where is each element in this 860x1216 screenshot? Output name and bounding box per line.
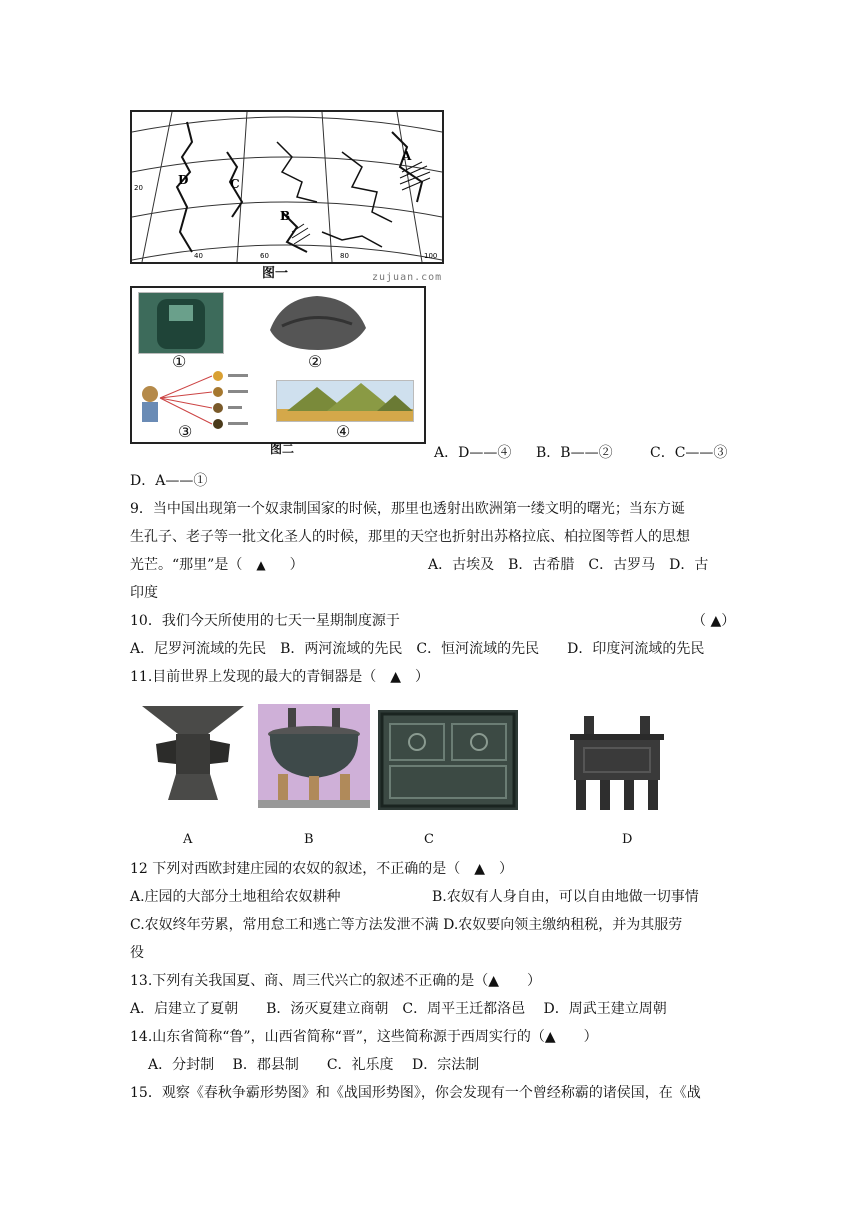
bronze-zun-image [138,700,248,806]
figure1-caption: 图一 [262,266,289,281]
figure2-caption: 图二 [270,442,295,456]
q10-stem: 10．我们今天所使用的七天一星期制度源于 [130,613,400,629]
map-label-d: D [178,173,189,187]
bronze-tripod-image [258,704,370,808]
q9-line-1: 9．当中国出现第一个奴隶制国家的时候，那里也透射出欧洲第一缕文明的曙光；当东方诞 [130,501,685,517]
bronze-relief-image [378,710,518,810]
bronze-square-ding-image [562,714,672,812]
q14-options: A．分封制 B．郡县制 C．礼乐度 D．宗法制 [148,1057,480,1073]
bronze-label-d: D [622,832,633,847]
grid-number: 20 [134,184,143,192]
grid-number: 40 [194,252,203,260]
q14-stem: 14.山东省简称“鲁”，山西省简称“晋”，这些简称源于西周实行的（▲ ） [130,1029,598,1045]
figure2-panel [130,286,426,444]
item-number-4: ④ [336,422,351,441]
world-map-illustration [132,112,442,262]
pyramids-image [276,380,414,422]
item-number-1: ① [172,352,187,371]
map-label-b: B [280,209,291,223]
q13-options: A．启建立了夏朝 B．汤灭夏建立商朝 C．周平王迁都洛邑 D．周武王建立周朝 [130,1001,667,1017]
map-label-c: C [230,177,240,191]
q8-option-b: B．B——② [536,445,613,461]
q9-line-4: 印度 [130,585,158,601]
q9-stem-end: 光芒。“那里”是（ [130,557,243,573]
caste-diagram-image [134,368,252,434]
q12-option-a: A.庄园的大部分土地租给农奴耕种 [130,889,341,905]
q9-options: A．古埃及 B．古希腊 C．古罗马 D．古 [428,557,709,573]
q8-option-c: C．C——③ [650,445,728,461]
q10-bracket: （ ▲） [692,613,736,629]
grid-number: 100 [424,252,438,260]
q12-option-b: B.农奴有人身自由，可以自由地做一切事情 [432,889,699,905]
q12-stem: 12 下列对西欧封建庄园的农奴的叙述，不正确的是（ ▲ ） [130,861,514,877]
q9-line-3 [130,556,304,574]
clay-tablet-image [262,290,370,354]
bronze-label-a: A [183,832,193,847]
item-number-2: ② [308,352,323,371]
q9-bracket-close: ） [289,557,304,573]
q10-options: A．尼罗河流域的先民 B．两河流域的先民 C．恒河流域的先民 D．印度河流域的先民 [130,641,705,657]
item-number-3: ③ [178,422,193,441]
map-label-a: A [402,149,412,163]
q9-line-2: 生孔子、老子等一批文化圣人的时候，那里的天空也折射出苏格拉底、柏拉图等哲人的思想 [130,529,690,545]
q13-stem: 13.下列有关我国夏、商、周三代兴亡的叙述不正确的是（▲ ） [130,973,542,989]
q12-option-cd: C.农奴终年劳累，常用怠工和逃亡等方法发泄不满 D.农奴要向领主缴纳租税，并为其服劳 [130,917,683,933]
bronze-label-c: C [424,832,434,847]
grid-number: 80 [340,252,349,260]
bronze-label-b: B [304,832,314,847]
stele-image [138,292,224,354]
q8-option-a: A．D——④ [434,445,512,461]
q8-option-d: D．A——① [130,473,208,489]
watermark: zujuan.com [372,272,443,283]
answer-marker: ▲ [256,558,266,572]
grid-number: 60 [260,252,269,260]
q12-option-d-end: 役 [130,945,144,961]
q11-stem: 11.目前世界上发现的最大的青铜器是（ ▲ ） [130,669,430,685]
figure1-map [130,110,444,264]
q15-line-1: 15．观察《春秋争霸形势图》和《战国形势图》，你会发现有一个曾经称霸的诸侯国，在《战 [130,1085,701,1101]
